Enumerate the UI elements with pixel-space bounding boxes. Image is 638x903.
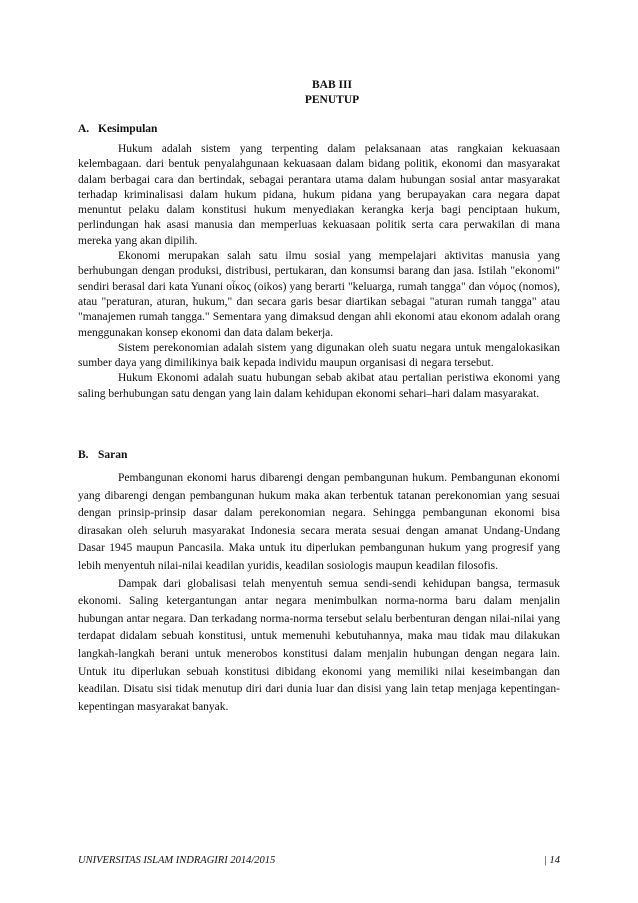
paragraph: Dampak dari globalisasi telah menyentuh semua sendi-sendi kehidupan bangsa, termasuk ekonomi. Saling ketergantungan antar negara menimbulkan norma-norma baru dalam menjalin hubungan antar negara. Dan terkadang norma-norma tersebut selalu berbenturan dengan nilai-nilai yang terdapat didalam sebuah konstitusi, untuk memenuhi kebutuhannya, maka mau tidak mau dilakukan langkah-langkah berani untuk menerobos konstitusi dalam menjalin hubungan dengan negara lain. Untuk itu diperlukan sebuah konstitusi dibidang ekonomi yang memiliki nilai keseimbangan dan keadilan. Disatu sisi tidak menutup diri dari dunia luar dan disisi yang lain tetap menjaga kepentingan-kepentingan masyarakat banyak.: [78, 577, 560, 713]
section-label: A.: [78, 123, 90, 135]
chapter-header: [0, 78, 638, 108]
section-title: Saran: [98, 449, 128, 461]
section-title: Kesimpulan: [98, 123, 158, 135]
paragraph: Ekonomi merupakan salah satu ilmu sosial yang mempelajari aktivitas manusia yang berhubungan dengan produksi, distribusi, pertukaran, dan konsumsi barang dan jasa. Istilah "ekonomi" sendiri berasal dari kata Yunani οἶκος (oikos) yang berarti "keluarga, rumah tangga" dan νόμος (nomos), atau "peraturan, aturan, hukum," dan secara garis besar diartikan sebagai "aturan rumah tangga" atau "manajemen rumah tangga." Sementara yang dimaksud dengan ahli ekonomi atau ekonom adalah orang menggunakan konsep ekonomi dan data dalam bekerja.: [78, 250, 560, 339]
saran-body: [78, 470, 560, 716]
section-label: B.: [78, 449, 89, 461]
section-heading-saran: [78, 449, 127, 461]
section-heading-kesimpulan: [78, 123, 157, 135]
page-footer: [78, 855, 560, 866]
paragraph: Hukum Ekonomi adalah suatu hubungan sebab akibat atau pertalian peristiwa ekonomi yang saling berhubungan satu dengan yang lain dalam kehidupan ekonomi sehari–hari dalam masyarakat.: [78, 372, 560, 400]
chapter-title: PENUTUP: [304, 94, 360, 106]
chapter-number: BAB III: [312, 79, 352, 91]
paragraph: Sistem perekonomian adalah sistem yang digunakan oleh suatu negara untuk mengalokasikan sumber daya yang dimilikinya baik kepada individu maupun organisasi di negara tersebut.: [78, 341, 560, 370]
footer-institution: UNIVERSITAS ISLAM INDRAGIRI 2014/2015: [78, 855, 276, 866]
paragraph: Hukum adalah sistem yang terpenting dalam pelaksanaan atas rangkaian kekuasaan kelembagaan. dari bentuk penyalahgunaan kekuasaan dalam bidang politik, ekonomi dan masyarakat dalam berbagai cara dan bertindak, sebagai perantara utama dalam hubungan sosial antar masyarakat terhadap kriminalisasi dalam hukum pidana, hukum pidana yang berupayakan cara negara dapat menuntut pelaku dalam konstitusi hukum menyediakan kerangka kerja bagi penciptaan hukum, perlindungan hak asasi manusia dan memperluas kekuasaan politik serta cara perwakilan di mana mereka yang akan dipilih.: [78, 143, 560, 247]
paragraph: Pembangunan ekonomi harus dibarengi dengan pembangunan hukum. Pembangunan ekonomi yang dibarengi dengan pembangunan hukum maka akan terbentuk tatanan perekonomian yang sesuai dengan prinsip-prinsip dasar dalam perekonomian negara. Sehingga pembangunan ekonomi bisa dirasakan oleh seluruh masyarakat Indonesia secara merata sesuai dengan amanat Undang-Undang Dasar 1945 maupun Pancasila. Maka untuk itu diperlukan pembangunan hukum yang progresif yang lebih menyentuh nilai-nilai keadilan yuridis, keadilan sosiologis maupun keadilan filosofis.: [78, 472, 560, 572]
kesimpulan-body: [78, 142, 560, 402]
page-number: | 14: [543, 855, 560, 866]
